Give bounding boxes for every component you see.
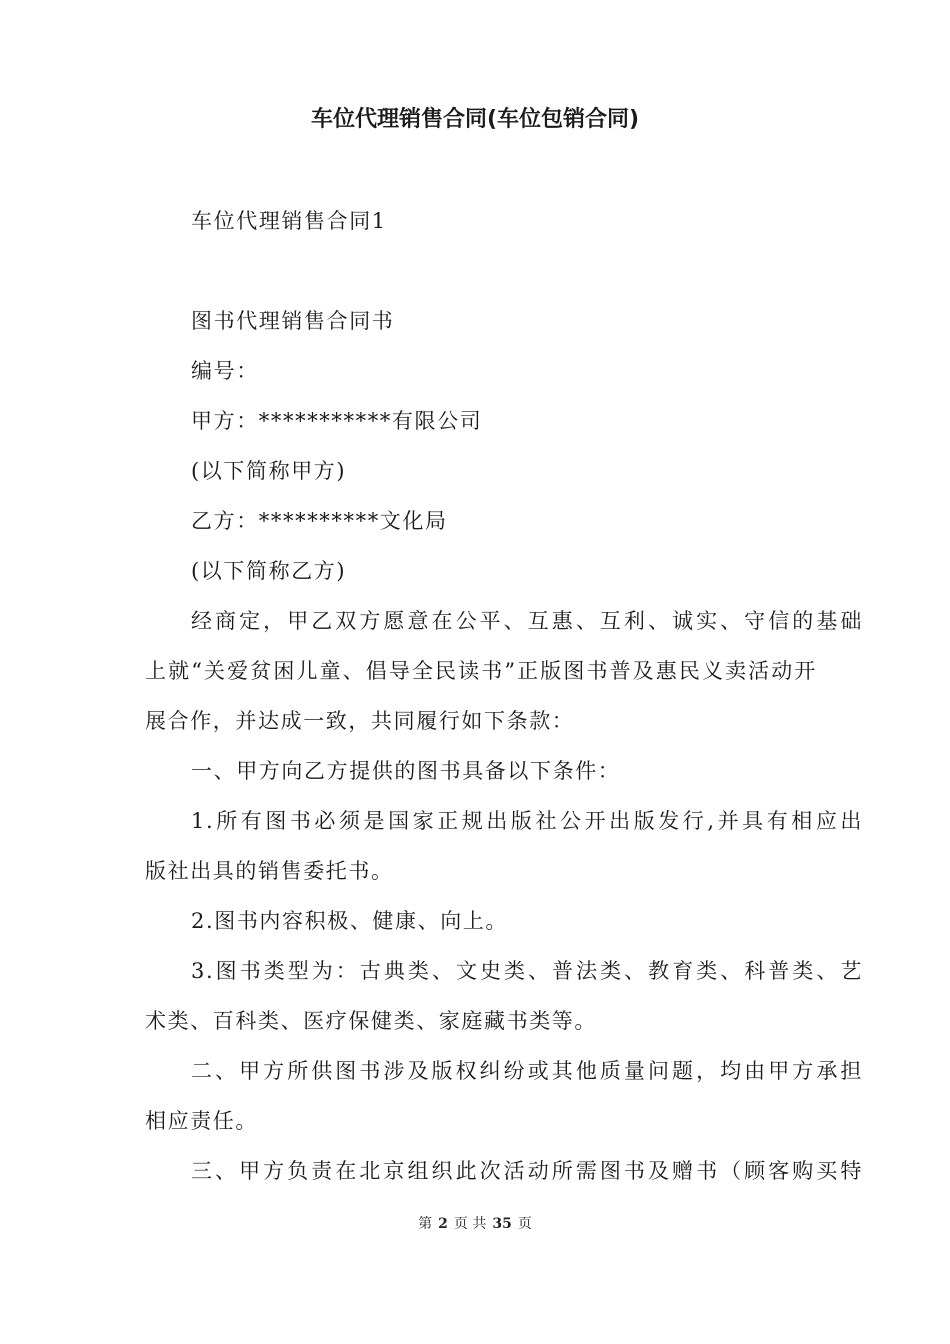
paragraph-line: 二、甲方所供图书涉及版权纠纷或其他质量问题，均由甲方承担 xyxy=(191,1059,863,1083)
party-b: 乙方：**********文化局 xyxy=(191,509,448,533)
section-heading: 车位代理销售合同1 xyxy=(191,209,387,233)
document-title: 车位代理销售合同(车位包销合同) xyxy=(310,107,640,132)
party-a: 甲方：***********有限公司 xyxy=(191,409,483,433)
party-b-note: (以下简称乙方) xyxy=(191,559,347,583)
paragraph-line: 1.所有图书必须是国家正规出版社公开出版发行,并具有相应出 xyxy=(191,809,863,833)
paragraph-line: 展合作，并达成一致，共同履行如下条款： xyxy=(145,709,575,733)
clause-heading: 一、甲方向乙方提供的图书具备以下条件： xyxy=(191,759,621,783)
paragraph-line: 上就“关爱贫困儿童、倡导全民读书”正版图书普及惠民义卖活动开 xyxy=(145,659,817,683)
paragraph-line: 2.图书内容积极、健康、向上。 xyxy=(191,909,509,933)
paragraph-line: 相应责任。 xyxy=(145,1109,258,1133)
paragraph-line: 术类、百科类、医疗保健类、家庭藏书类等。 xyxy=(145,1009,597,1033)
contract-name: 图书代理销售合同书 xyxy=(191,309,395,333)
party-a-note: (以下简称甲方) xyxy=(191,459,347,483)
paragraph-line: 版社出具的销售委托书。 xyxy=(145,859,394,883)
paragraph-line: 三、甲方负责在北京组织此次活动所需图书及赠书（顾客购买特 xyxy=(191,1159,863,1183)
footer-total-pages: 35 xyxy=(492,1216,512,1232)
contract-number-label: 编号： xyxy=(191,359,259,383)
footer-suffix: 页 xyxy=(517,1216,532,1232)
footer-middle: 页 共 xyxy=(453,1216,487,1232)
paragraph-line: 3.图书类型为：古典类、文史类、普法类、教育类、科普类、艺 xyxy=(191,959,863,983)
page-footer xyxy=(0,1214,950,1234)
footer-prefix: 第 xyxy=(418,1216,433,1232)
footer-page-number: 2 xyxy=(438,1216,448,1232)
paragraph-line: 经商定，甲乙双方愿意在公平、互惠、互利、诚实、守信的基础 xyxy=(191,609,863,633)
